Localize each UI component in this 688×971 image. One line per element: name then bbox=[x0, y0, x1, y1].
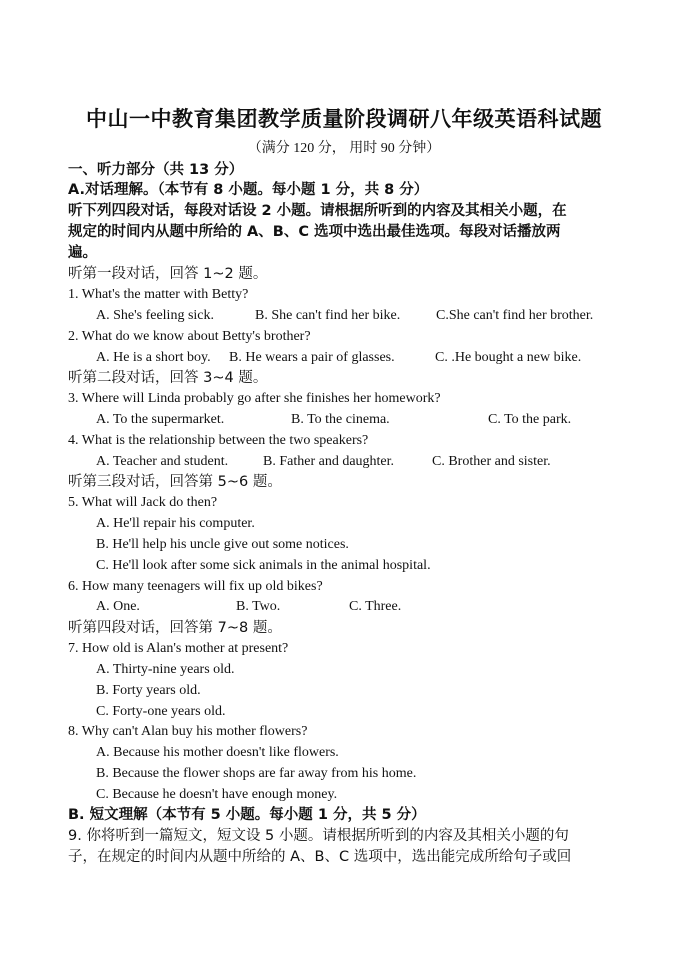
option-c: C. Brother and sister. bbox=[432, 454, 551, 469]
option-c: C. .He bought a new bike. bbox=[435, 350, 582, 365]
dialogue-intro: 听第一段对话，回答 1~2 题。 bbox=[68, 266, 268, 282]
option-a: A. Teacher and student. bbox=[96, 454, 229, 469]
question-options bbox=[96, 597, 401, 617]
part-b-instruction-line: 9. 你将听到一篇短文，短文设 5 小题。请根据所听到的内容及其相关小题的句 bbox=[68, 828, 569, 844]
option-c: C. Because he doesn't have enough money. bbox=[96, 787, 338, 802]
question-options bbox=[96, 306, 593, 326]
part-a-heading: A.对话理解。（本节有 8 小题。每小题 1 分，共 8 分） bbox=[68, 182, 429, 198]
question-options bbox=[96, 348, 581, 368]
option-b: B. He'll help his uncle give out some notices. bbox=[96, 537, 349, 552]
option-a: A. He is a short boy. bbox=[96, 350, 211, 365]
part-a-instruction-line: 遍。 bbox=[68, 245, 97, 261]
dialogue-intro: 听第四段对话，回答第 7~8 题。 bbox=[68, 620, 282, 636]
part-a-instruction-line: 规定的时间内从题中所给的 A、B、C 选项中选出最佳选项。每段对话播放两 bbox=[68, 224, 561, 240]
part-b-heading: B. 短文理解（本节有 5 小题。每小题 1 分，共 5 分） bbox=[68, 807, 426, 823]
option-c: C. He'll look after some sick animals in the animal hospital. bbox=[96, 558, 431, 573]
option-a: A. To the supermarket. bbox=[96, 412, 225, 427]
question-text: 7. How old is Alan's mother at present? bbox=[68, 641, 289, 656]
question-options bbox=[96, 410, 571, 430]
dialogue-intro: 听第二段对话，回答 3~4 题。 bbox=[68, 370, 268, 386]
option-c: C. To the park. bbox=[488, 412, 572, 427]
question-text: 4. What is the relationship between the two speakers? bbox=[68, 433, 369, 448]
option-b: B. Father and daughter. bbox=[263, 454, 395, 469]
option-b: B. She can't find her bike. bbox=[255, 308, 401, 323]
question-options bbox=[96, 452, 551, 472]
part-b-instruction-line: 子，在规定的时间内从题中所给的 A、B、C 选项中，选出能完成所给句子或回 bbox=[68, 849, 572, 865]
option-c: C. Forty-one years old. bbox=[96, 704, 226, 719]
question-text: 8. Why can't Alan buy his mother flowers? bbox=[68, 724, 308, 739]
question-text: 1. What's the matter with Betty? bbox=[68, 287, 249, 302]
option-a: A. Thirty-nine years old. bbox=[96, 662, 235, 677]
question-text: 2. What do we know about Betty's brother? bbox=[68, 329, 311, 344]
part-a-instruction-line: 听下列四段对话，每段对话设 2 小题。请根据所听到的内容及其相关小题，在 bbox=[68, 203, 567, 219]
option-a: A. Because his mother doesn't like flowers. bbox=[96, 745, 339, 760]
section-heading: 一、听力部分（共 13 分） bbox=[68, 162, 244, 178]
option-c: C.She can't find her brother. bbox=[436, 308, 594, 323]
option-b: B. To the cinema. bbox=[291, 412, 390, 427]
page-title: 中山一中教育集团教学质量阶段调研八年级英语科试题 bbox=[86, 106, 602, 131]
option-c: C. Three. bbox=[349, 599, 402, 614]
option-b: B. Because the flower shops are far away from his home. bbox=[96, 766, 417, 781]
dialogue-intro: 听第三段对话，回答第 5~6 题。 bbox=[68, 474, 282, 490]
page-subtitle: （满分 120 分， 用时 90 分钟） bbox=[247, 141, 441, 156]
option-a: A. He'll repair his computer. bbox=[96, 516, 255, 531]
option-a: A. She's feeling sick. bbox=[96, 308, 215, 323]
option-a: A. One. bbox=[96, 599, 140, 614]
option-b: B. He wears a pair of glasses. bbox=[229, 350, 395, 365]
option-b: B. Forty years old. bbox=[96, 683, 201, 698]
option-b: B. Two. bbox=[236, 599, 281, 614]
question-text: 3. Where will Linda probably go after she finishes her homework? bbox=[68, 391, 441, 406]
question-text: 6. How many teenagers will fix up old bikes? bbox=[68, 579, 323, 594]
question-text: 5. What will Jack do then? bbox=[68, 495, 218, 510]
